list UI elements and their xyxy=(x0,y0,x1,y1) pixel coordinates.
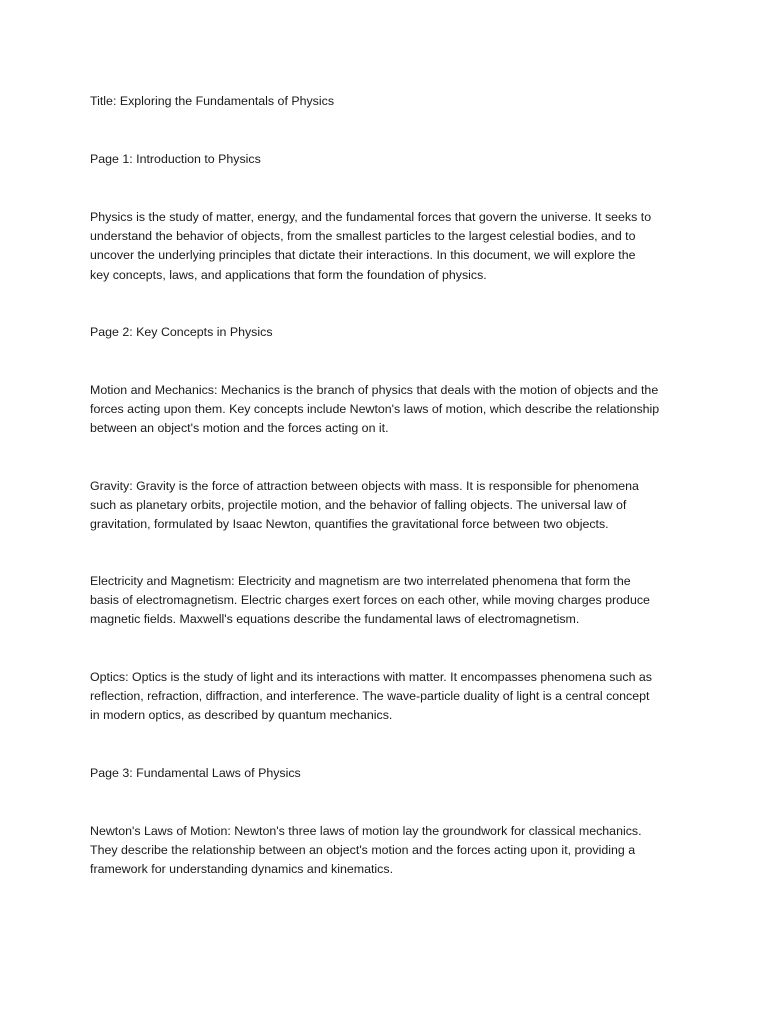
electricity-line: magnetic fields. Maxwell's equations describe the fundamental laws of electromagnetism. xyxy=(90,612,580,627)
intro-line: understand the behavior of objects, from the smallest particles to the largest celestial bodies, and to xyxy=(90,229,636,244)
gravity-line: gravitation, formulated by Isaac Newton, quantifies the gravitational force between two objects. xyxy=(90,517,609,532)
motion-line: between an object's motion and the forces acting on it. xyxy=(90,421,389,436)
intro-line: Physics is the study of matter, energy, and the fundamental forces that govern the universe. It seeks to xyxy=(90,210,652,224)
newton-line: They describe the relationship between an object's motion and the forces acting upon it, providing a xyxy=(90,843,636,858)
newton-line: Newton's Laws of Motion: Newton's three laws of motion lay the groundwork for classical mechanics. xyxy=(90,824,642,838)
page2-heading: Page 2: Key Concepts in Physics xyxy=(90,325,273,339)
gravity-paragraph xyxy=(90,477,690,535)
motion-line: forces acting upon them. Key concepts include Newton's laws of motion, which describe the relationship xyxy=(90,402,660,417)
optics-line: reflection, refraction, diffraction, and interference. The wave-particle duality of light is a central concept xyxy=(90,689,650,704)
optics-paragraph xyxy=(90,668,690,726)
electricity-paragraph xyxy=(90,572,690,630)
newton-paragraph xyxy=(90,822,690,880)
optics-line: Optics: Optics is the study of light and its interactions with matter. It encompasses phenomena such as xyxy=(90,670,652,684)
gravity-line: such as planetary orbits, projectile motion, and the behavior of falling objects. The universal law of xyxy=(90,498,627,513)
page1-heading: Page 1: Introduction to Physics xyxy=(90,152,261,166)
electricity-line: basis of electromagnetism. Electric charges exert forces on each other, while moving charges produce xyxy=(90,593,650,608)
motion-line: Motion and Mechanics: Mechanics is the branch of physics that deals with the motion of objects and the xyxy=(90,383,659,397)
optics-line: in modern optics, as described by quantum mechanics. xyxy=(90,708,393,723)
intro-line: key concepts, laws, and applications that form the foundation of physics. xyxy=(90,267,487,282)
motion-paragraph xyxy=(90,381,690,439)
intro-paragraph xyxy=(90,208,690,285)
gravity-line: Gravity: Gravity is the force of attraction between objects with mass. It is responsible for phenomena xyxy=(90,479,639,493)
page3-heading: Page 3: Fundamental Laws of Physics xyxy=(90,766,301,780)
document-title: Title: Exploring the Fundamentals of Physics xyxy=(90,94,335,108)
intro-line: uncover the underlying principles that dictate their interactions. In this document, we will explore the xyxy=(90,248,636,263)
electricity-line: Electricity and Magnetism: Electricity and magnetism are two interrelated phenomena that form the xyxy=(90,574,631,588)
newton-line: framework for understanding dynamics and kinematics. xyxy=(90,862,394,877)
